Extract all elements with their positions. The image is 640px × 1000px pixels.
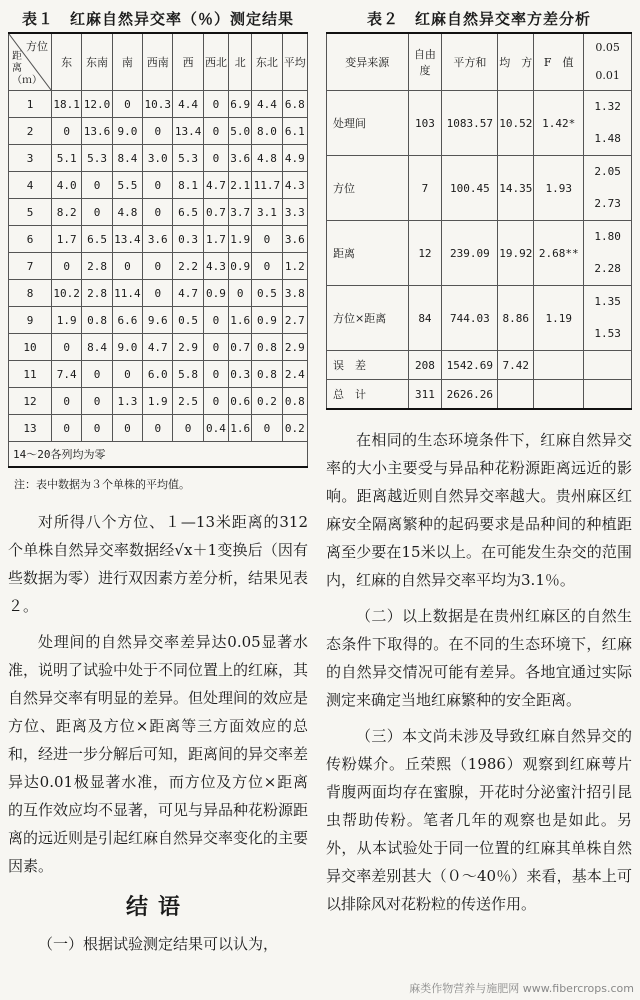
value-cell: 4.3	[282, 172, 307, 199]
f-crit-005: 1.32	[594, 100, 621, 113]
table2-col-header: 均 方	[498, 33, 534, 91]
value-cell: 8.4	[82, 334, 112, 361]
f-crit-cell	[584, 91, 632, 156]
value-cell: 0	[203, 91, 228, 118]
value-cell: 0.9	[252, 307, 282, 334]
value-cell: 1.6	[229, 415, 252, 442]
value-cell: 0	[82, 361, 112, 388]
value-cell: 3.0	[143, 145, 173, 172]
value-cell: 5.5	[112, 172, 142, 199]
distance-cell: 7	[9, 253, 52, 280]
table-row	[9, 172, 308, 199]
ms-cell	[498, 380, 534, 410]
value-cell: 1.7	[203, 226, 228, 253]
value-cell: 0.3	[173, 226, 203, 253]
value-cell: 1.9	[229, 226, 252, 253]
value-cell: 2.1	[229, 172, 252, 199]
value-cell: 3.6	[229, 145, 252, 172]
value-cell: 3.6	[282, 226, 307, 253]
value-cell: 0	[82, 388, 112, 415]
corner-label-direction: 方位	[26, 40, 48, 53]
f-crit-cell	[584, 351, 632, 380]
value-cell: 10.2	[52, 280, 82, 307]
table-row	[327, 351, 632, 380]
value-cell: 4.4	[173, 91, 203, 118]
value-cell: 12.0	[82, 91, 112, 118]
body-paragraph: 对所得八个方位、１—13米距离的312个单株自然异交率数据经√x＋1变换后（因有些数据为零）进行双因素方差分析，结果见表２。	[8, 513, 309, 615]
value-cell: 0.2	[252, 388, 282, 415]
value-cell: 4.9	[282, 145, 307, 172]
table1-col-header: 东北	[252, 33, 282, 91]
table1-col-header: 西	[173, 33, 203, 91]
table-row	[327, 91, 632, 156]
f-crit-005: 1.80	[594, 230, 621, 243]
source-cell: 误 差	[327, 351, 409, 380]
value-cell: 0.8	[282, 388, 307, 415]
table-row	[9, 415, 308, 442]
f-value-cell: 1.42*	[534, 91, 584, 156]
value-cell: 5.0	[229, 118, 252, 145]
right-column	[326, 0, 632, 918]
value-cell: 0.8	[252, 334, 282, 361]
value-cell: 3.8	[282, 280, 307, 307]
value-cell: 0	[112, 91, 142, 118]
value-cell: 0	[52, 415, 82, 442]
value-cell: 0	[52, 388, 82, 415]
table-row	[9, 91, 308, 118]
table1-col-header: 西南	[143, 33, 173, 91]
table2-col-header: 自由度	[408, 33, 442, 91]
table-row	[9, 361, 308, 388]
value-cell: 3.7	[229, 199, 252, 226]
f-crit-005-header: 0.05	[595, 41, 620, 54]
table1-col-header: 东南	[82, 33, 112, 91]
table1-header-row	[9, 33, 308, 91]
value-cell: 5.3	[82, 145, 112, 172]
body-paragraph: （三）本文尚未涉及导致红麻自然异交的传粉媒介。丘荣熙（1986）观察到红麻萼片背腹两面均存在蜜腺，开花时分泌蜜汁招引昆虫帮助传粉。笔者几年的观察也是如此。另外，从本试验处于同一位置的红麻其单株自然异交率差别甚大（０～40％）来看，基本上可以排除风对花粉粒的传送作用。	[326, 727, 632, 913]
distance-cell: 5	[9, 199, 52, 226]
value-cell: 0.9	[229, 253, 252, 280]
body-paragraph: （一）根据试验测定结果可以认为，	[38, 935, 279, 953]
ss-cell: 239.09	[442, 221, 498, 286]
value-cell: 6.1	[282, 118, 307, 145]
table2-title: 表２ 红麻自然异交率方差分析	[366, 10, 591, 28]
body-paragraph: 处理间的自然异交率差异达0.05显著水准，说明了试验中处于不同位置上的红麻，其自然异交率有明显的差异。但处理间的效应是方位、距离及方位×距离等三方面效应的总和，经进一步分解后可知，距离间的异交率差异达0.01极显著水准，而方位及方位×距离的互作效应均不显著，可见与异品种花粉源距离的远近则是引起红麻自然异交率变化的主要因素。	[8, 633, 309, 875]
value-cell: 1.9	[143, 388, 173, 415]
value-cell: 4.7	[173, 280, 203, 307]
f-crit-001-header: 0.01	[595, 69, 620, 82]
table1-title: 表１ 红麻自然异交率（％）测定结果	[21, 10, 294, 28]
value-cell: 0.9	[203, 280, 228, 307]
section-heading: 结语	[125, 894, 190, 920]
value-cell: 8.1	[173, 172, 203, 199]
f-crit-001: 2.28	[594, 262, 621, 275]
value-cell: 0	[203, 334, 228, 361]
left-column	[8, 0, 308, 958]
source-cell: 处理间	[327, 91, 409, 156]
value-cell: 0	[229, 280, 252, 307]
value-cell: 0	[252, 253, 282, 280]
value-cell: 0.5	[173, 307, 203, 334]
value-cell: 1.6	[229, 307, 252, 334]
source-cell: 总 计	[327, 380, 409, 410]
table1-col-header: 南	[112, 33, 142, 91]
value-cell: 0	[203, 118, 228, 145]
value-cell: 5.1	[52, 145, 82, 172]
distance-cell: 8	[9, 280, 52, 307]
table-row	[9, 280, 308, 307]
value-cell: 0	[52, 253, 82, 280]
table1-col-header: 东	[52, 33, 82, 91]
value-cell: 1.3	[112, 388, 142, 415]
df-cell: 84	[408, 286, 442, 351]
value-cell: 0	[52, 118, 82, 145]
value-cell: 0.7	[229, 334, 252, 361]
ss-cell: 100.45	[442, 156, 498, 221]
f-crit-cell	[584, 156, 632, 221]
value-cell: 4.8	[112, 199, 142, 226]
value-cell: 0.2	[282, 415, 307, 442]
value-cell: 6.0	[143, 361, 173, 388]
table2-col-header: F 值	[534, 33, 584, 91]
f-crit-005: 2.05	[594, 165, 621, 178]
value-cell: 6.8	[282, 91, 307, 118]
table-row	[9, 334, 308, 361]
f-crit-cell	[584, 286, 632, 351]
table2-body	[327, 91, 632, 410]
value-cell: 4.0	[52, 172, 82, 199]
ss-cell: 1542.69	[442, 351, 498, 380]
value-cell: 0	[143, 118, 173, 145]
table-row	[9, 388, 308, 415]
value-cell: 2.7	[282, 307, 307, 334]
distance-cell: 11	[9, 361, 52, 388]
value-cell: 2.2	[173, 253, 203, 280]
table2-col-header: 平方和	[442, 33, 498, 91]
value-cell: 5.3	[173, 145, 203, 172]
value-cell: 2.9	[173, 334, 203, 361]
value-cell: 2.8	[82, 253, 112, 280]
table-row	[9, 226, 308, 253]
value-cell: 2.5	[173, 388, 203, 415]
table1	[8, 32, 308, 468]
table1-note: 注：表中数据为３个单株的平均值。	[14, 478, 190, 491]
df-cell: 208	[408, 351, 442, 380]
watermark: 麻类作物营养与施肥网 www.fibercrops.com	[409, 982, 634, 995]
source-cell: 方位	[327, 156, 409, 221]
value-cell: 4.4	[252, 91, 282, 118]
body-paragraph: 在相同的生态环境条件下，红麻自然异交率的大小主要受与异品种花粉源距离远近的影响。距离越近则自然异交率越大。贵州麻区红麻安全隔离繁种的起码要求是品种间的种植距离至少要在15米以上。在可能发生杂交的范围内，红麻的自然异交率平均为3.1％。	[326, 431, 632, 589]
table1-col-header: 平均	[282, 33, 307, 91]
f-crit-005: 1.35	[594, 295, 621, 308]
table2-header-row	[327, 33, 632, 91]
distance-cell: 1	[9, 91, 52, 118]
value-cell: 4.8	[252, 145, 282, 172]
value-cell: 0	[143, 280, 173, 307]
table-row	[327, 221, 632, 286]
value-cell: 0.8	[82, 307, 112, 334]
table1-col-header: 北	[229, 33, 252, 91]
value-cell: 8.4	[112, 145, 142, 172]
value-cell: 0	[82, 415, 112, 442]
distance-cell: 9	[9, 307, 52, 334]
value-cell: 8.0	[252, 118, 282, 145]
table-row	[327, 380, 632, 410]
value-cell: 9.0	[112, 334, 142, 361]
f-value-cell: 1.93	[534, 156, 584, 221]
value-cell: 0	[143, 415, 173, 442]
value-cell: 0	[143, 172, 173, 199]
value-cell: 1.7	[52, 226, 82, 253]
ms-cell: 7.42	[498, 351, 534, 380]
value-cell: 9.6	[143, 307, 173, 334]
value-cell: 9.0	[112, 118, 142, 145]
value-cell: 0	[112, 415, 142, 442]
value-cell: 1.9	[52, 307, 82, 334]
table-row	[9, 199, 308, 226]
distance-cell: 3	[9, 145, 52, 172]
ms-cell: 10.52	[498, 91, 534, 156]
value-cell: 0	[52, 334, 82, 361]
value-cell: 3.1	[252, 199, 282, 226]
table-row	[9, 442, 308, 468]
value-cell: 11.4	[112, 280, 142, 307]
table1-col-header: 西北	[203, 33, 228, 91]
distance-cell: 12	[9, 388, 52, 415]
table-row	[9, 118, 308, 145]
source-cell: 方位×距离	[327, 286, 409, 351]
value-cell: 0	[143, 253, 173, 280]
value-cell: 0	[173, 415, 203, 442]
value-cell: 3.6	[143, 226, 173, 253]
ms-cell: 8.86	[498, 286, 534, 351]
table2-col-header: 变异来源	[327, 33, 409, 91]
value-cell: 1.2	[282, 253, 307, 280]
f-crit-001: 2.73	[594, 197, 621, 210]
value-cell: 6.5	[82, 226, 112, 253]
f-crit-cell	[584, 221, 632, 286]
df-cell: 103	[408, 91, 442, 156]
table-row	[9, 253, 308, 280]
f-crit-001: 1.48	[594, 132, 621, 145]
distance-cell: 10	[9, 334, 52, 361]
value-cell: 0	[203, 388, 228, 415]
value-cell: 4.3	[203, 253, 228, 280]
value-cell: 2.4	[282, 361, 307, 388]
value-cell: 0	[112, 361, 142, 388]
distance-cell: 4	[9, 172, 52, 199]
ss-cell: 744.03	[442, 286, 498, 351]
distance-cell: 13	[9, 415, 52, 442]
value-cell: 0.5	[252, 280, 282, 307]
f-value-cell: 2.68**	[534, 221, 584, 286]
ss-cell: 2626.26	[442, 380, 498, 410]
value-cell: 0	[203, 145, 228, 172]
body-paragraph: （二）以上数据是在贵州红麻区的自然生态条件下取得的。在不同的生态环境下，红麻的自然异交情况可能有差异。各地宜通过实际测定来确定当地红麻繁种的安全距离。	[326, 607, 632, 709]
distance-cell: 6	[9, 226, 52, 253]
df-cell: 12	[408, 221, 442, 286]
value-cell: 4.7	[143, 334, 173, 361]
value-cell: 0	[252, 226, 282, 253]
f-crit-001: 1.53	[594, 327, 621, 340]
value-cell: 0.7	[203, 199, 228, 226]
value-cell: 2.9	[282, 334, 307, 361]
value-cell: 6.6	[112, 307, 142, 334]
value-cell: 0	[82, 199, 112, 226]
ms-cell: 14.35	[498, 156, 534, 221]
value-cell: 6.5	[173, 199, 203, 226]
corner-label-distance: 距离（ｍ）	[12, 51, 42, 86]
value-cell: 4.7	[203, 172, 228, 199]
table-row	[9, 145, 308, 172]
table-row	[327, 156, 632, 221]
table-row	[9, 307, 308, 334]
df-cell: 311	[408, 380, 442, 410]
value-cell: 13.4	[173, 118, 203, 145]
value-cell: 8.2	[52, 199, 82, 226]
distance-cell: 2	[9, 118, 52, 145]
value-cell: 0	[203, 307, 228, 334]
value-cell: 6.9	[229, 91, 252, 118]
value-cell: 13.6	[82, 118, 112, 145]
f-crit-cell	[584, 380, 632, 410]
source-cell: 距离	[327, 221, 409, 286]
value-cell: 11.7	[252, 172, 282, 199]
f-value-cell	[534, 351, 584, 380]
value-cell: 7.4	[52, 361, 82, 388]
value-cell: 0	[203, 361, 228, 388]
table2-col-header-f	[584, 33, 632, 91]
value-cell: 5.8	[173, 361, 203, 388]
value-cell: 0	[252, 415, 282, 442]
table1-corner-cell	[9, 33, 52, 91]
value-cell: 10.3	[143, 91, 173, 118]
value-cell: 0.8	[252, 361, 282, 388]
table-row	[327, 286, 632, 351]
value-cell: 0.4	[203, 415, 228, 442]
ss-cell: 1083.57	[442, 91, 498, 156]
value-cell: 13.4	[112, 226, 142, 253]
value-cell: 0	[82, 172, 112, 199]
value-cell: 2.8	[82, 280, 112, 307]
value-cell: 0.3	[229, 361, 252, 388]
table1-last-row: 14～20各列均为零	[9, 442, 308, 468]
df-cell: 7	[408, 156, 442, 221]
value-cell: 0	[143, 199, 173, 226]
value-cell: 0.6	[229, 388, 252, 415]
table1-body	[9, 91, 308, 468]
value-cell: 0	[112, 253, 142, 280]
ms-cell: 19.92	[498, 221, 534, 286]
value-cell: 18.1	[52, 91, 82, 118]
f-value-cell	[534, 380, 584, 410]
value-cell: 3.3	[282, 199, 307, 226]
table2	[326, 32, 632, 410]
f-value-cell: 1.19	[534, 286, 584, 351]
